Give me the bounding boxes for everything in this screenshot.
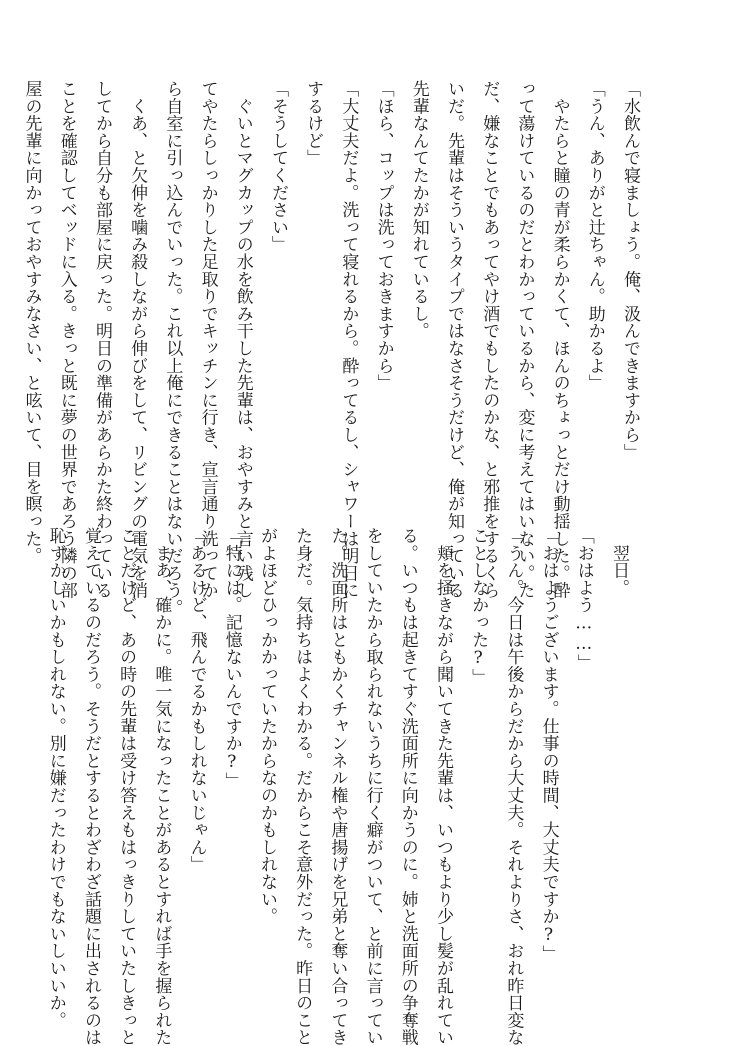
text-line: 翌日。 bbox=[609, 527, 629, 597]
text-line: 「そうしてください」 bbox=[267, 80, 288, 253]
text-line: だ、嫌なことでもあってやけ酒でもしたのかな、と邪推をするくら bbox=[479, 80, 500, 599]
text-line: いだ。先輩はそういうタイプではなさそうだけど、俺が知っている bbox=[443, 80, 464, 599]
text-line: る。いつもは起きてすぐ洗面所に向かうのに。姉と洗面所の争奪戦 bbox=[397, 527, 418, 1046]
text-line: 覚えているのだろう。そうだとするとわざわざ話題に出されるのは bbox=[80, 527, 101, 1046]
text-line: 先輩なんてたかが知れているし。 bbox=[408, 80, 429, 340]
text-line: をしていたから取られないうちに行く癖がついて、と前に言ってい bbox=[362, 527, 383, 1046]
lower-text-block bbox=[45, 527, 636, 1046]
text-line: やたらと瞳の青が柔らかくて、ほんのちょっとだけ動揺した。酔 bbox=[549, 80, 570, 599]
text-line: 「水飲んで寝ましょう。俺、汲んできますから」 bbox=[620, 80, 640, 461]
text-line: 「特には。記憶ないんですか?」 bbox=[221, 527, 242, 790]
text-line: 頬を掻きながら聞いてきた先輩は、いつもより少し髪が乱れてい bbox=[432, 527, 453, 1046]
text-line: くあ、と欠伸を噛み殺しながら伸びをして、リビングの電気を消 bbox=[127, 80, 148, 599]
text-line: って蕩けているのだとわかっているから、変に考えてはいない。た bbox=[514, 80, 535, 599]
text-line: ら自室に引っ込んでいった。これ以上俺にできることはないだろう。 bbox=[162, 80, 183, 617]
text-line: てやたらしっかりした足取りでキッチンに行き、宣言通り洗ってか bbox=[197, 80, 218, 599]
text-line: 「あるけど、飛んでるかもしれないじゃん」 bbox=[186, 527, 207, 873]
text-line: ぐいとマグカップの水を飲み干した先輩は、おやすみと言い残し bbox=[232, 80, 253, 599]
text-line: た。洗面所はともかくチャンネル権や唐揚げを兄弟と奪い合ってき bbox=[327, 527, 348, 1046]
text-line: ことしなかった?」 bbox=[468, 527, 489, 686]
text-line: 「うん、ありがと辻ちゃん。助かるよ」 bbox=[584, 80, 605, 392]
text-line: するけど」 bbox=[303, 80, 324, 167]
text-line: 恥ずかしいかもしれない。別に嫌だったわけでもないしいいか。 bbox=[45, 527, 66, 1029]
text-line: 屋の先輩に向かっておやすみなさい、と呟いて、目を瞑った。 bbox=[21, 80, 42, 565]
text-line: 「おはよう……」 bbox=[573, 527, 594, 672]
text-line: がよほどひっかかっていたからなのかもしれない。 bbox=[256, 527, 277, 925]
text-line: 「ほら、コップは洗っておきますから」 bbox=[373, 80, 394, 392]
text-line: まあ、確かに。唯一気になったことがあるとすれば手を握られた bbox=[151, 527, 172, 1046]
text-line: 「おはようございます。仕事の時間、大丈夫ですか?」 bbox=[538, 527, 559, 963]
text-line: ことを確認してベッドに入る。きっと既に夢の世界であろう隣の部 bbox=[56, 80, 77, 599]
text-line: してから自分も部屋に戻った。明日の準備があらかた終わっている bbox=[91, 80, 112, 599]
text-line: た身だ。気持ちはよくわかる。だからこそ意外だった。昨日のこと bbox=[292, 527, 313, 1046]
text-line: 「うん。今日は午後からだから大丈夫。それよりさ、おれ昨日変な bbox=[503, 527, 524, 1046]
text-line: 「大丈夫だよ。洗って寝れるから。酔ってるし、シャワーは明日に bbox=[338, 80, 359, 599]
text-line: ことだけど、あの時の先輩は受け答えもはっきりしていたしきっと bbox=[116, 527, 137, 1046]
